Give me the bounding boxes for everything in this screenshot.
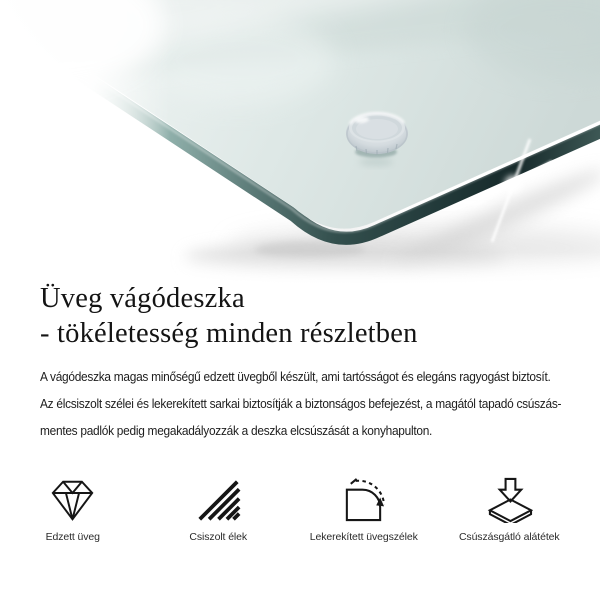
feature-polished-edges <box>146 473 292 543</box>
product-photo <box>0 0 600 284</box>
feature-label: Csúszásgátló alátétek <box>458 531 560 543</box>
anti-slip-pads-icon <box>486 473 533 523</box>
feature-rounded-corners <box>291 473 437 543</box>
feature-anti-slip-pads <box>437 473 583 543</box>
page-title <box>40 281 418 351</box>
features-row <box>0 473 582 543</box>
diamond-icon <box>50 473 95 523</box>
page-title-line2: - tökéletesség minden részletben <box>40 318 418 349</box>
rounded-corner-icon <box>340 473 387 523</box>
description-line1: A vágódeszka magas minőségű edzett üvegből készült, ami tartósságot és elegáns ragyogást biztosít. <box>40 369 551 384</box>
product-photo-svg <box>0 0 600 284</box>
product-description <box>40 363 561 444</box>
feature-label: Lekerekített üvegszélek <box>309 531 418 543</box>
description-line3: mentes padlók pedig megakadályozzák a deszka elcsúszását a konyhapulton. <box>40 423 433 438</box>
description-line2: Az élcsiszolt szélei és lekerekített sarkai biztosítják a biztonságos befejezést, a magától tapadó csúszás- <box>40 396 562 411</box>
bottom-fade <box>0 252 600 284</box>
page-title-line1: Üveg vágódeszka <box>40 283 245 314</box>
feature-label: Csiszolt élek <box>189 531 248 543</box>
feature-tempered-glass <box>0 473 146 543</box>
polished-edges-icon <box>196 473 241 523</box>
feature-label: Edzett üveg <box>45 531 100 543</box>
